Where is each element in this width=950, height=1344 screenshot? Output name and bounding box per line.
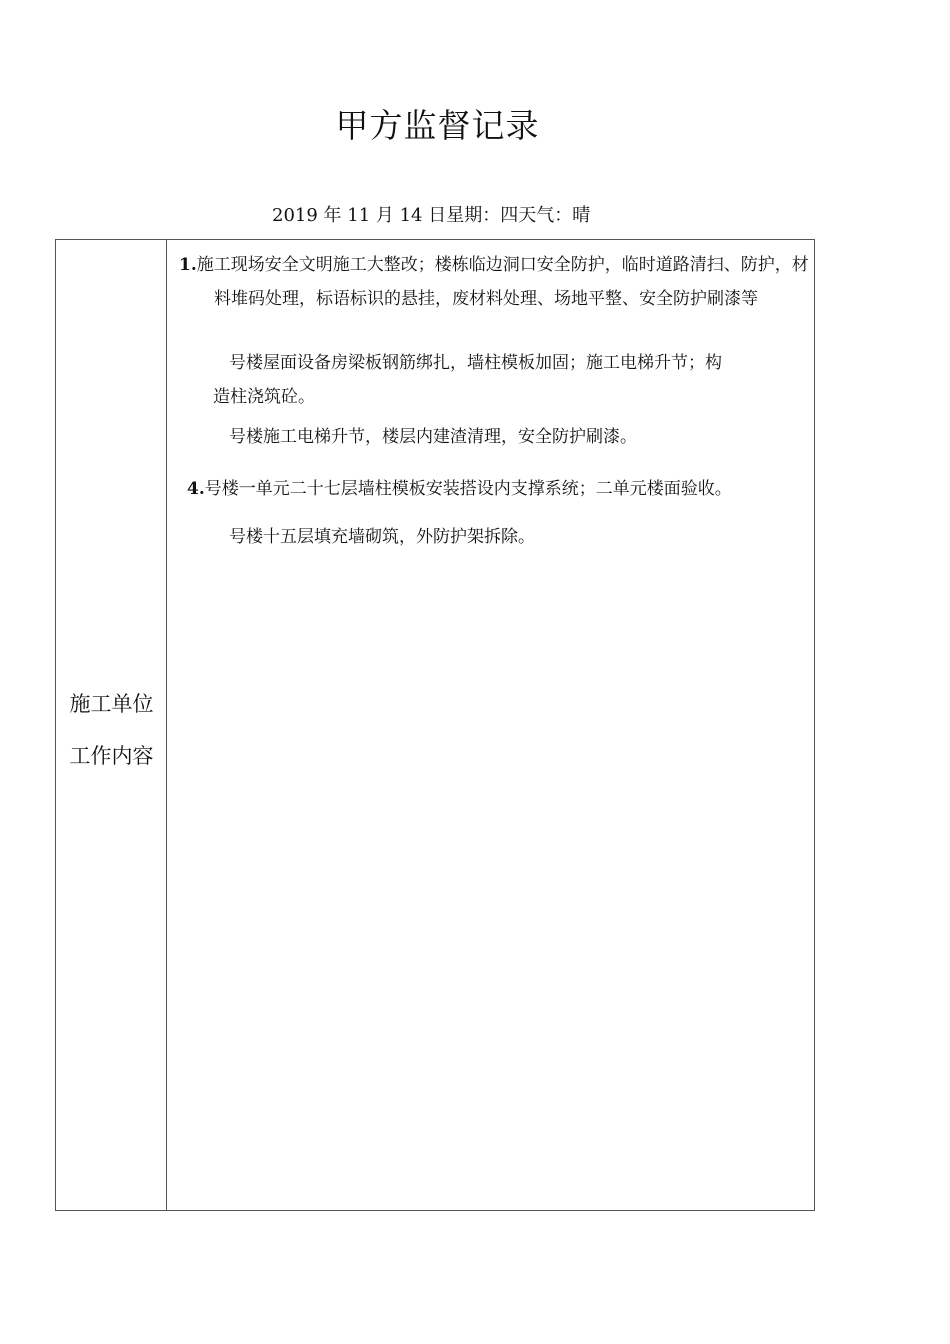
work-item-4-text: 号楼一单元二十七层墙柱模板安装搭设内支撑系统；二单元楼面验收。 (204, 479, 732, 499)
document-title: 甲方监督记录 (335, 106, 540, 145)
work-item-1-number: 1. (179, 255, 197, 275)
work-item-1-text: 施工现场安全文明施工大整改；楼栋临边洞口安全防护，临时道路清扫、防护，材料堆码处理，标语标识的悬挂，废材料处理、场地平整、安全防护刷漆等 (196, 255, 809, 309)
label-construction-unit: 施工单位 (69, 692, 154, 716)
work-item-3-text: 号楼施工电梯升节，楼层内建渣清理，安全防护刷漆。 (229, 427, 637, 447)
work-item-4-number: 4. (187, 479, 205, 499)
work-item-3 (229, 420, 809, 454)
work-item-1 (179, 248, 809, 316)
date-weather-line: 2019 年 11 月 14 日星期：四天气：晴 (272, 205, 591, 226)
content-cell (167, 240, 814, 1210)
work-item-4 (187, 472, 807, 506)
work-item-2 (213, 346, 813, 414)
work-item-2-text-line2: 造柱浇筑砼。 (213, 387, 315, 407)
label-cell (56, 240, 167, 1210)
record-table (55, 239, 815, 1211)
work-item-5-text: 号楼十五层填充墙砌筑，外防护架拆除。 (229, 527, 535, 547)
work-item-2-text-line1: 号楼屋面设备房梁板钢筋绑扎，墙柱模板加固；施工电梯升节；构 (229, 353, 722, 373)
label-work-content: 工作内容 (69, 744, 154, 768)
work-item-5 (229, 520, 809, 554)
